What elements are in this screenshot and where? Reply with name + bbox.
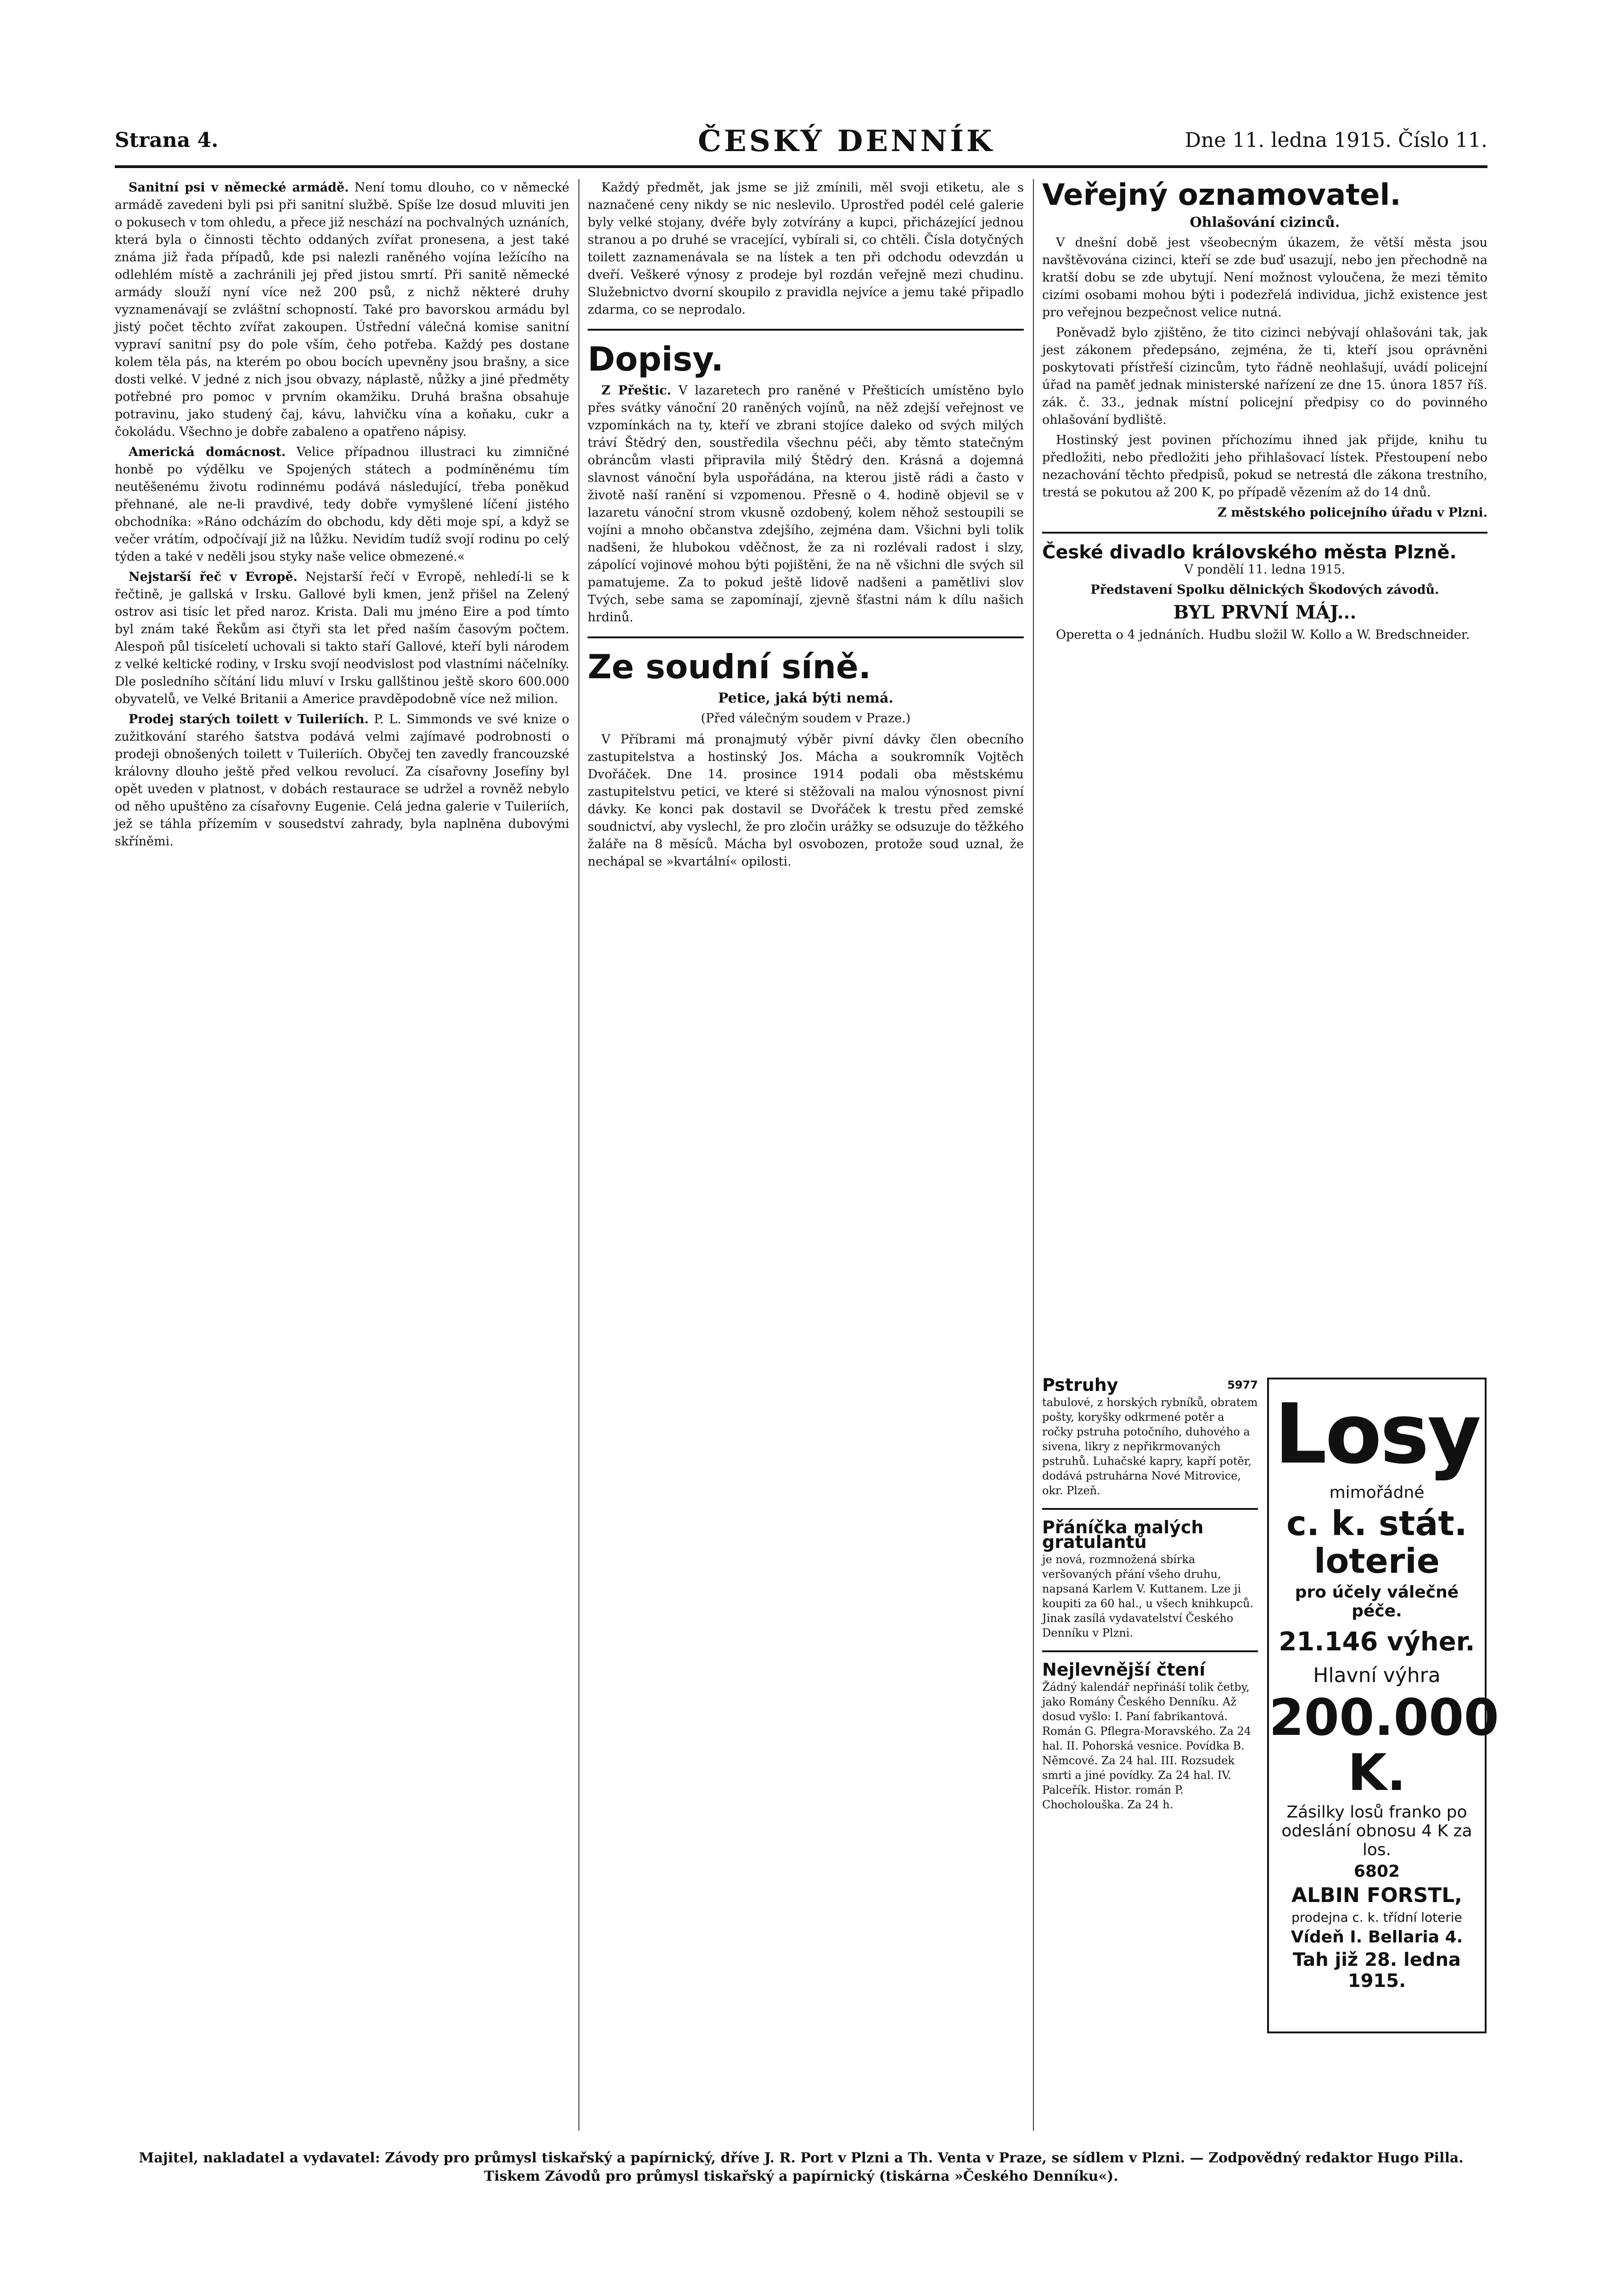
losy-line: mimořádné [1329,1483,1425,1502]
column-2 [588,179,1024,873]
ad-title: Nejlevnější čtení [1042,1660,1206,1680]
article-paragraph: Sanitní psi v německé armádě. Není tomu dlouho, co v německé armádě zavedeni byli psi při sanitní službě. Spíše lze dosud mluviti jen o pokusech v tom ohledu, a přece již neschází na pochvalných uznáních, která byla o činnosti těchto oddaných zvířat pronesena, a jest také známa již řada případů, kde psi nalezli raněného vojína ležícího na odlehlém místě a zachránili jej před jistou smrtí. Při sanitě německé armády slouží nyní více než 200 psů, z nichž některé druhy vyznamenávají se zvláštní schopností. Také pro bavorskou armádu byl jistý počet těchto zvířat zakoupen. Ústřední válečná komise sanitní vypraví sanitní psy do pole vším, čeho potřeba. Každý pes dostane kolem těla pás, na kterém po obou bocích upevněny jsou brašny, a sice dosti velké. V jedné z nich jsou obvazy, náplastě, nůžky a jiné předměty potřebné pro pomoc v prvním okamžiku. Druhá brašna obsahuje potravinu, jako studený čaj, kávu, lahvičku vína a koňaku, cukr a čokoládu. Všechno je dobře zabaleno a opatřeno nápisy. [115,180,569,439]
imprint: Majitel, nakladatel a vydavatel: Závody pro průmysl tiskařský a papírnický, dříve J. R. Port v Plzni a Th. Venta v Praze, se sídlem v Plzni. — Zodpovědný redaktor Hugo Pilla. Tiskem Závodů pro průmysl tiskařský a papírnický (tiskárna »Českého Denníku«). [139,2150,1464,2184]
losy-line: Vídeň I. Bellaria 4. [1291,1928,1463,1947]
ad-title: Přáníčka malých gratulantů [1042,1517,1204,1552]
section-rule [1042,532,1487,534]
losy-line: Tah již 28. ledna 1915. [1293,1949,1461,1992]
losy-line: loterie [1314,1542,1440,1581]
section-subtitle: Ohlašování cizinců. [1190,214,1340,231]
article-paragraph: Americká domácnost. Velice případnou illustraci ku zimničné honbě po výdělku ve Spojených státech a podmíněnému tím neutěšenému životu rodinnému podává následující, třeba poněkud přehnané, ale ne-li pravdivé, tedy dobře vymyšlené líčení jistého obchodníka: »Ráno odcházím do obchodu, kdy děti moje spí, a když se večer vrátím, odpočívají již na lůžku. Nevidím tudíž svojí rodinu po celý týden a také v neděli jsou styky naše velice obmezené.« [115,445,569,564]
ad-rule [1042,1650,1258,1652]
ad-text: je nová, rozmnožená sbírka veršovaných přání všeho druhu, napsaná Karlem V. Kuttanem. Lze ji koupiti za 60 hal., u všech knihkupců. Jinak zasílá vydavatelství Českého Denníku v Plzni. [1042,1553,1254,1639]
theatre-date: V pondělí 11. ledna 1915. [1184,563,1346,577]
article-paragraph: Prodej starých toilett v Tuileriích. P. L. Simmonds ve své knize o zužitkování starého šatstva podává velmi zajímavé podrobnosti o prodeji obnošených toilett v Tuileriích. Obyčej ten zavedly francouzské královny dlouho ještě před velkou revolucí. Za císařovny Josefíny byl opět uveden v platnost, v dobách restaurace se udržel a rovněž nebylo od něho upuštěno za císařovny Eugenie. Celá jedna galerie v Tuileriích, jež se táhla přízemím v sousedství zahrady, byla naplněna dubovými skříněmi. [115,712,569,849]
article-paragraph: Hostinský jest povinen příchozímu ihned jak přijde, knihu tu předložiti, nebo předložiti jeho přihlašovací lístek. Přestoupení nebo nezachování těchto předpisů, pokud se netrestá dle zákona trestního, trestá se pokutou až 200 K, po případě vězením až do 14 dnů. [1042,433,1487,500]
losy-prize: 200.000 K. [1269,1688,1499,1802]
section-rule [588,636,1024,638]
losy-line: Hlavní výhra [1313,1664,1441,1687]
theatre-note: Operetta o 4 jednáních. Hudbu složil W. Kollo a W. Bredschneider. [1056,628,1470,642]
page-number: Strana 4. [115,129,219,152]
article-paragraph: Z Přeštic. V lazaretech pro raněné v Přešticích umístěno bylo přes svátky vánoční 20 raněných vojínů, na něž zdejší veřejnost ve vzpomínkách na ty, kteří ve zbrani stojíce daleko od svých milých tráví Štědrý den, soustředila všechnu péči, aby těmto statečným obráncům vlasti připravila milý Štědrý den. Krásná a dojemná slavnost vánoční byla uspořádána, na kterou jistě rádi a často v životě naší ranění si vzpomenou. Přesně o 4. hodině objevil se v lazaretu vánoční strom vkusně ozdobený, kolem něhož sestoupili se vojíni a mnoho občanstva zdejšího, zejména dam. Všichni byli tolik nadšeni, že hlubokou vděčnost, že za ni rozlévali radost i slzy, zápolící vojinové mohou býti pojištěni, že na ně všichni dle svých sil pamatujeme. Za to pokud ještě lidově nadšeni a pamětlivi slov Tvých, sebe sama se zapomínají, zjevně šťastni nám k dílu našich hrdinů. [588,383,1024,625]
ad-text: tabulové, z horských rybníků, obratem pošty, koryšky odkrmené potěr a ročky pstruha potočního, duhového a sivena, likry z nepřikrmovaných pstruhů. Luhačské kapry, kapří potěr, dodává pstruhárna Nové Mitrovice, okr. Plzeň. [1042,1396,1258,1497]
theatre-title: České divadlo královského města Plzně. [1042,542,1457,563]
losy-line: Zásilky losů franko po odeslání obnosu 4 K za los. [1281,1803,1472,1859]
article-paragraph: Nejstarší řeč v Evropě. Nejstarší řečí v Evropě, nehledí-li se k řečtině, je gallská v Irsku. Gallové byli kmen, jenž přišel na Zelený ostrov asi tisíc let před naroz. Krista. Dali mu jméno Eire a pod tímto byl znám také Řekům asi čtyři sta let před naším časovým počtem. Alespoň půl tisíceletí uchovali si takto staří Gallové, kteří byli národem z velké keltické rodiny, v Irsku svojí neodvislost pod vlastními náčelníky. Dle posledního sčítání lidu mluví v Irsku gallštinou ještě skoro 600.000 obyvatelů, ve Velké Britanii a Americe pravděpodobně více než milion. [115,570,569,706]
article-subtitle-2: (Před válečným soudem v Praze.) [701,711,911,726]
ad-rule [1042,1508,1258,1510]
article-paragraph: V dnešní době jest všeobecným úkazem, že větší města jsou navštěvována cizinci, kteří se zde buď usazují, nebo jen přechodně na kratší dobu se zde ubytují. Není možnost vyloučena, že mezi těmito cizími osobami mohou býti i podezřelá individua, jichž existence jest pro veřejnou bezpečnost velice nutná. [1042,236,1487,320]
column-divider [1033,179,1034,2131]
theatre-play: BYL PRVNÍ MÁJ... [1173,602,1357,623]
losy-line: 6802 [1353,1862,1400,1881]
column-3 [1042,179,1487,647]
date-issue: Dne 11. ledna 1915. Číslo 11. [1184,129,1487,152]
ad-text: Žádný kalendář nepřináší tolik četby, jako Romány Českého Denníku. Až dosud vyšlo: I. Paní fabrikantová. Román G. Pflegra-Moravského. Za 24 hal. II. Pohorská vesnice. Povídka B. Němcové. Za 24 hal. III. Rozsudek smrti a jiné povídky. Za 24 hal. IV. Palceřík. Histor. román P. Chocholouška. Za 24 h. [1042,1681,1251,1811]
section-title-soud: Ze soudní síně. [588,647,871,686]
newspaper-page [115,115,1499,2184]
section-title-dopisy: Dopisy. [588,340,724,378]
column-1 [115,179,569,853]
losy-line: ALBIN FORSTL, [1291,1884,1462,1907]
losy-line: pro účely válečné péče. [1295,1583,1459,1621]
losy-line: prodejna c. k. třídní loterie [1291,1910,1462,1925]
advertisements [1042,1375,1499,2066]
column-divider [578,179,579,2131]
ad-column [1042,1375,1258,1812]
losy-line: c. k. stát. [1286,1504,1467,1543]
article-paragraph: V Příbrami má pronajmutý výběr pivní dávky člen obecního zastupitelstva a hostinský Jos. Mácha a soukromník Vojtěch Dvořáček. Dne 14. prosince 1914 podali oba městskému zastupitelstvu petici, ve které si stěžovali na malou výnosnost pivní dávky. Ke konci pak dostavil se Dvořáček k trestu před zemské soudnictví, aby vyslechl, že pro zločin urážky se odsuzuje do těžkého žaláře na 8 měsíců. Mácha byl osvobozen, protože soud uznal, že nechápal se »kvartální« opilosti. [588,732,1024,869]
article-paragraph: Každý předmět, jak jsme se již zmínili, měl svoji etiketu, ale s naznačené ceny nikdy se nic neslevilo. Uprostřed podél celé galerie byly velké stojany, dvéře byly zotvírány a kupci, přicházející jednou stranou a po druhé se vracející, vybírali si, co chtěli. Čísla dotyčných toilett zaznamenávala se na lístek a ten při odchodu odevzdán u dveří. Veškeré výnosy z prodeje byl rozdán veřejně mezi chudinu. Služebnictvo dvorní skoupilo z pravidla nejvíce a jemu také připadlo zdarma, co se neprodalo. [588,180,1024,317]
theatre-company: Představení Spolku dělnických Škodových závodů. [1090,583,1439,597]
losy-ad [1267,1378,1499,2033]
section-rule [588,329,1024,331]
newspaper-title: ČESKÝ DENNÍK [698,124,995,158]
masthead [115,124,1487,168]
article-paragraph: Poněvadž bylo zjištěno, že tito cizinci nebývají ohlašováni tak, jak jest zákonem předepsáno, zejména, že ti, kteří jsou oprávněni poskytovati přístřeší cizincům, tyto řádně neohlašují, uvádí policejní úřad na paměť jednak ministerské nařízení ze dne 15. února 1857 říš. zák. č. 33., jednak místní policejní předpisy co do povinného ohlašování bydliště. [1042,326,1487,427]
article-subtitle: Petice, jaká býti nemá. [718,690,893,706]
ad-title: Pstruhy 5977 [1042,1375,1258,1395]
losy-title: Losy [1274,1386,1480,1482]
signature: Z městského policejního úřadu v Plzni. [1218,506,1487,520]
section-title-verejny: Veřejný oznamovatel. [1042,178,1401,212]
losy-line: 21.146 výher. [1279,1627,1475,1657]
